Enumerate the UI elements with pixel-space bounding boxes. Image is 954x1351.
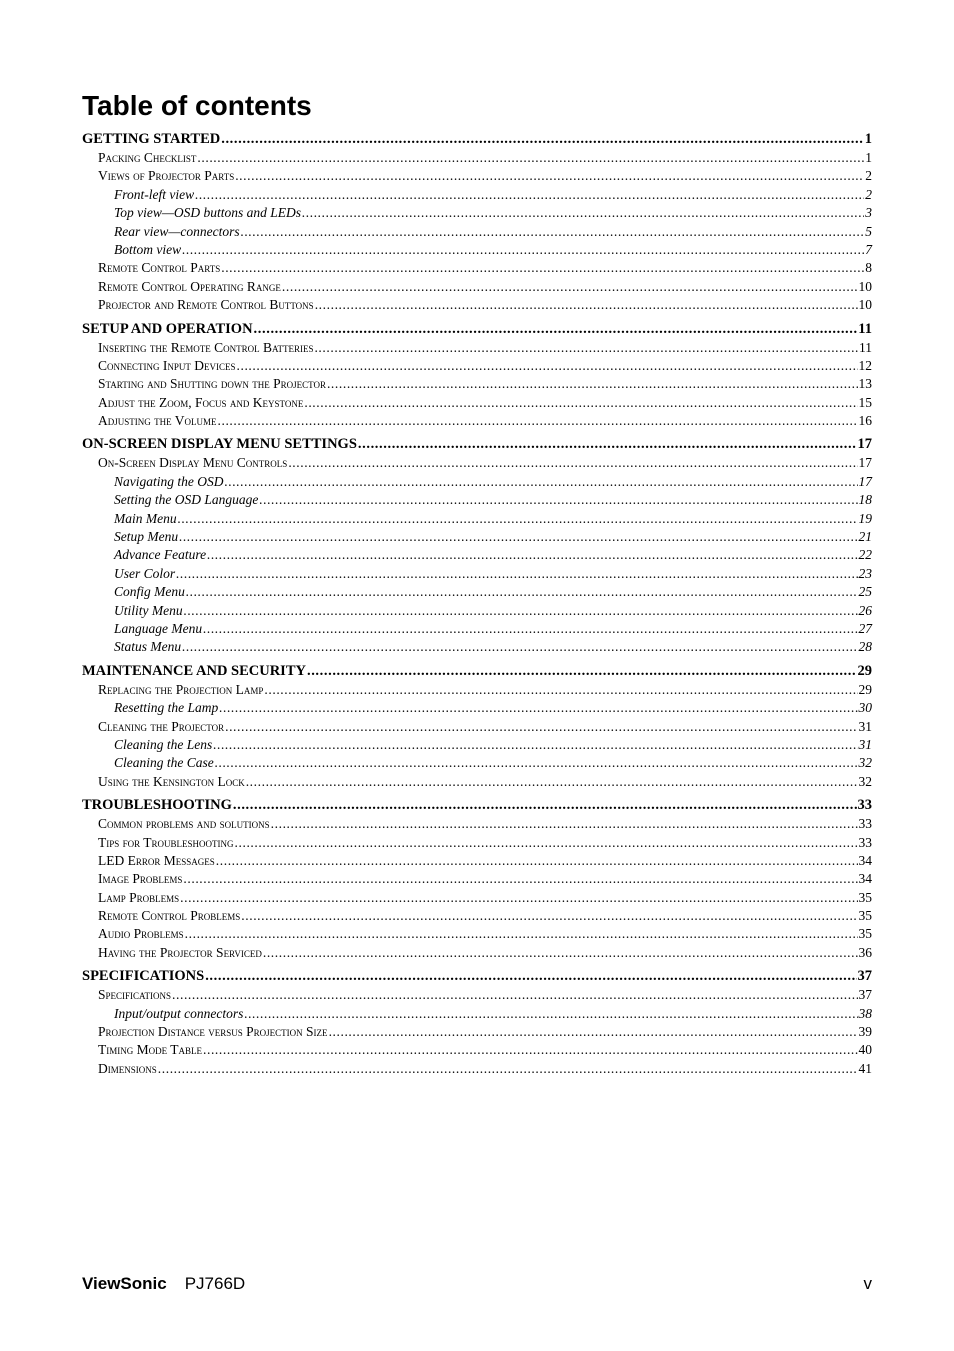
toc-page <box>82 88 872 1078</box>
toc-entry-level-2[interactable] <box>82 718 872 736</box>
toc-entry-label: Input/output connectors <box>114 1005 244 1021</box>
toc-entry-page-number: 11 <box>858 320 872 337</box>
toc-entry-page-number: 37 <box>858 987 872 1003</box>
toc-dot-leader <box>246 773 858 791</box>
toc-dot-leader <box>315 296 858 314</box>
toc-entry-page-number: 11 <box>859 339 872 355</box>
toc-entry-level-1[interactable] <box>82 661 872 681</box>
toc-entry-label: TROUBLESHOOTING <box>82 797 232 814</box>
toc-dot-leader <box>241 223 865 241</box>
toc-entry-level-3[interactable] <box>82 699 872 717</box>
toc-entry-label: Status Menu <box>114 639 182 655</box>
toc-entry-label: Adjusting the Volume <box>98 413 217 429</box>
toc-entry-page-number: 34 <box>858 852 872 868</box>
toc-entry-level-2[interactable] <box>82 394 872 412</box>
toc-dot-leader <box>213 736 857 754</box>
toc-entry-label: Setup Menu <box>114 529 179 545</box>
toc-entry-page-number: 32 <box>858 755 872 771</box>
toc-entry-label: Adjust the Zoom, Focus and Keystone <box>98 394 304 410</box>
toc-entry-level-3[interactable] <box>82 528 872 546</box>
toc-entry-page-number: 7 <box>865 241 872 257</box>
toc-entry-label: Having the Projector Serviced <box>98 944 262 960</box>
toc-entry-label: Projection Distance versus Projection Size <box>98 1024 328 1040</box>
toc-dot-leader <box>178 510 858 528</box>
toc-dot-leader <box>195 186 864 204</box>
toc-entry-level-2[interactable] <box>82 375 872 393</box>
toc-entry-level-1[interactable] <box>82 129 872 149</box>
toc-entry-page-number: 39 <box>858 1024 872 1040</box>
toc-entry-label: Front-left view <box>114 186 195 202</box>
footer-page-number: v <box>863 1274 872 1293</box>
toc-dot-leader <box>264 681 857 699</box>
toc-dot-leader <box>205 966 856 986</box>
toc-entry-page-number: 5 <box>865 223 872 239</box>
toc-entry-label: Image Problems <box>98 871 183 887</box>
toc-dot-leader <box>172 986 857 1004</box>
toc-entry-label: Specifications <box>98 987 172 1003</box>
toc-entry-label: Bottom view <box>114 241 182 257</box>
toc-entry-label: Common problems and solutions <box>98 816 270 832</box>
toc-entry-level-3[interactable] <box>82 565 872 583</box>
toc-entry-label: MAINTENANCE AND SECURITY <box>82 662 306 679</box>
toc-entry-page-number: 30 <box>858 700 872 716</box>
toc-entry-level-3[interactable] <box>82 510 872 528</box>
toc-entry-label: Starting and Shutting down the Projector <box>98 376 326 392</box>
toc-entry-page-number: 1 <box>865 150 872 165</box>
toc-entry-page-number: 31 <box>858 736 872 752</box>
toc-entry-level-3[interactable] <box>82 638 872 656</box>
toc-entry-page-number: 32 <box>858 773 872 789</box>
toc-entry-label: Navigating the OSD <box>114 473 224 489</box>
toc-entry-level-2[interactable] <box>82 1023 872 1041</box>
toc-dot-leader <box>221 259 864 277</box>
page-footer <box>82 1273 872 1295</box>
toc-dot-leader <box>263 944 858 962</box>
toc-entry-level-3[interactable] <box>82 491 872 509</box>
toc-dot-leader <box>197 149 864 167</box>
toc-entry-label: Projector and Remote Control Buttons <box>98 297 314 313</box>
toc-entry-level-2[interactable] <box>82 907 872 925</box>
footer-model: PJ766D <box>184 1274 246 1293</box>
toc-entry-label: Remote Control Operating Range <box>98 278 281 294</box>
toc-entry-label: Inserting the Remote Control Batteries <box>98 339 314 355</box>
toc-entry-label: Top view—OSD buttons and LEDs <box>114 205 302 221</box>
toc-dot-leader <box>216 852 858 870</box>
toc-entry-level-2[interactable] <box>82 357 872 375</box>
toc-entry-page-number: 33 <box>858 816 872 832</box>
toc-entry-label: Cleaning the Projector <box>98 718 225 734</box>
footer-brand: ViewSonic <box>82 1274 167 1293</box>
toc-dot-leader <box>203 620 857 638</box>
toc-entry-level-2[interactable] <box>82 259 872 277</box>
toc-entry-level-3[interactable] <box>82 186 872 204</box>
toc-entry-page-number: 2 <box>865 186 872 202</box>
toc-entry-page-number: 17 <box>857 436 872 453</box>
toc-dot-leader <box>241 907 857 925</box>
toc-entry-page-number: 35 <box>858 889 872 905</box>
toc-entry-level-2[interactable] <box>82 815 872 833</box>
toc-entry-page-number: 2 <box>865 168 872 184</box>
toc-dot-leader <box>304 394 857 412</box>
toc-entry-page-number: 36 <box>858 944 872 960</box>
toc-dot-leader <box>235 834 858 852</box>
toc-entry-label: Lamp Problems <box>98 889 180 905</box>
toc-dot-leader <box>302 204 864 222</box>
toc-entry-level-1[interactable] <box>82 319 872 339</box>
toc-entry-label: Advance Feature <box>114 547 207 563</box>
toc-entry-label: Config Menu <box>114 584 185 600</box>
toc-dot-leader <box>327 375 858 393</box>
toc-entry-label: Cleaning the Lens <box>114 736 213 752</box>
toc-entry-level-3[interactable] <box>82 583 872 601</box>
toc-entry-page-number: 12 <box>858 357 872 373</box>
toc-entry-level-1[interactable] <box>82 434 872 454</box>
toc-entry-page-number: 33 <box>857 797 872 814</box>
toc-entry-level-2[interactable] <box>82 852 872 870</box>
toc-entry-page-number: 28 <box>858 639 872 655</box>
toc-dot-leader <box>158 1060 858 1078</box>
toc-entry-level-2[interactable] <box>82 1060 872 1078</box>
toc-entry-label: Timing Mode Table <box>98 1042 202 1058</box>
toc-entry-page-number: 16 <box>858 413 872 429</box>
toc-entry-level-2[interactable] <box>82 454 872 472</box>
toc-entry-label: Tips for Troubleshooting <box>98 834 234 850</box>
toc-dot-leader <box>225 473 858 491</box>
toc-entry-page-number: 19 <box>858 510 872 526</box>
toc-entry-level-2[interactable] <box>82 339 872 357</box>
toc-entry-page-number: 21 <box>858 529 872 545</box>
toc-entry-level-3[interactable] <box>82 736 872 754</box>
toc-entry-level-3[interactable] <box>82 241 872 259</box>
toc-entry-page-number: 35 <box>858 908 872 924</box>
toc-dot-leader <box>218 412 858 430</box>
toc-entry-level-2[interactable] <box>82 167 872 185</box>
toc-dot-leader <box>314 339 858 357</box>
toc-dot-leader <box>215 754 858 772</box>
toc-entry-page-number: 35 <box>858 926 872 942</box>
toc-entry-level-3[interactable] <box>82 602 872 620</box>
toc-list <box>82 129 872 1078</box>
toc-dot-leader <box>203 1041 858 1059</box>
toc-entry-label: Utility Menu <box>114 602 183 618</box>
toc-entry-level-2[interactable] <box>82 296 872 314</box>
toc-dot-leader <box>329 1023 858 1041</box>
toc-entry-label: Replacing the Projection Lamp <box>98 681 264 697</box>
toc-entry-page-number: 29 <box>857 662 872 679</box>
toc-dot-leader <box>176 565 857 583</box>
toc-entry-level-3[interactable] <box>82 620 872 638</box>
toc-entry-page-number: 18 <box>858 492 872 508</box>
toc-dot-leader <box>179 528 857 546</box>
toc-dot-leader <box>282 278 858 296</box>
toc-dot-leader <box>219 699 857 717</box>
toc-entry-label: Views of Projector Parts <box>98 168 235 184</box>
toc-entry-level-2[interactable] <box>82 1041 872 1059</box>
toc-entry-level-2[interactable] <box>82 149 872 167</box>
toc-dot-leader <box>182 638 857 656</box>
toc-entry-level-2[interactable] <box>82 944 872 962</box>
toc-entry-page-number: 1 <box>864 131 872 147</box>
toc-entry-page-number: 23 <box>858 565 872 581</box>
toc-entry-page-number: 38 <box>858 1005 872 1021</box>
toc-entry-page-number: 41 <box>858 1060 872 1076</box>
toc-entry-page-number: 17 <box>858 473 872 489</box>
toc-entry-page-number: 10 <box>858 278 872 294</box>
toc-entry-level-2[interactable] <box>82 773 872 791</box>
toc-entry-level-2[interactable] <box>82 412 872 430</box>
toc-entry-label: Remote Control Parts <box>98 260 221 276</box>
toc-entry-page-number: 8 <box>865 260 872 276</box>
toc-entry-page-number: 13 <box>858 376 872 392</box>
toc-entry-page-number: 22 <box>858 547 872 563</box>
toc-dot-leader <box>185 925 858 943</box>
toc-dot-leader <box>259 491 857 509</box>
toc-dot-leader <box>237 357 858 375</box>
toc-entry-label: Rear view—connectors <box>114 223 240 239</box>
toc-entry-label: Packing Checklist <box>98 150 197 165</box>
toc-entry-level-3[interactable] <box>82 473 872 491</box>
toc-entry-level-2[interactable] <box>82 889 872 907</box>
toc-entry-level-2[interactable] <box>82 870 872 888</box>
toc-entry-page-number: 31 <box>858 718 872 734</box>
toc-entry-label: ON-SCREEN DISPLAY MENU SETTINGS <box>82 436 357 453</box>
toc-entry-page-number: 27 <box>858 620 872 636</box>
toc-dot-leader <box>184 602 858 620</box>
toc-entry-level-2[interactable] <box>82 986 872 1004</box>
toc-dot-leader <box>288 454 857 472</box>
toc-entry-page-number: 40 <box>858 1042 872 1058</box>
toc-entry-page-number: 3 <box>865 205 872 221</box>
toc-dot-leader <box>180 889 857 907</box>
toc-entry-level-2[interactable] <box>82 278 872 296</box>
toc-entry-page-number: 25 <box>858 584 872 600</box>
toc-entry-level-3[interactable] <box>82 204 872 222</box>
toc-entry-page-number: 37 <box>857 968 872 985</box>
toc-entry-label: SPECIFICATIONS <box>82 968 205 985</box>
toc-entry-label: On-Screen Display Menu Controls <box>98 455 288 471</box>
toc-entry-page-number: 34 <box>858 871 872 887</box>
page-title: Table of contents <box>82 90 312 121</box>
toc-dot-leader <box>254 319 858 339</box>
toc-entry-label: Connecting Input Devices <box>98 357 236 373</box>
toc-entry-label: SETUP AND OPERATION <box>82 320 253 337</box>
toc-entry-page-number: 10 <box>858 297 872 313</box>
toc-entry-label: Resetting the Lamp <box>114 700 219 716</box>
toc-dot-leader <box>235 167 864 185</box>
toc-entry-level-3[interactable] <box>82 754 872 772</box>
toc-dot-leader <box>186 583 858 601</box>
toc-entry-level-2[interactable] <box>82 681 872 699</box>
toc-entry-level-1[interactable] <box>82 795 872 815</box>
toc-entry-page-number: 29 <box>858 681 872 697</box>
toc-entry-level-3[interactable] <box>82 1005 872 1023</box>
toc-entry-label: Remote Control Problems <box>98 908 241 924</box>
toc-dot-leader <box>225 718 857 736</box>
toc-dot-leader <box>183 870 857 888</box>
toc-dot-leader <box>207 546 857 564</box>
toc-entry-label: Language Menu <box>114 620 203 636</box>
toc-entry-label: GETTING STARTED <box>82 131 221 147</box>
toc-entry-level-1[interactable] <box>82 966 872 986</box>
toc-entry-page-number: 33 <box>858 834 872 850</box>
toc-dot-leader <box>221 129 864 149</box>
toc-entry-level-2[interactable] <box>82 834 872 852</box>
toc-entry-page-number: 17 <box>858 455 872 471</box>
toc-dot-leader <box>358 434 857 454</box>
toc-dot-leader <box>182 241 864 259</box>
toc-entry-label: Dimensions <box>98 1060 157 1076</box>
toc-entry-label: Using the Kensington Lock <box>98 773 245 789</box>
toc-entry-level-3[interactable] <box>82 546 872 564</box>
toc-entry-level-3[interactable] <box>82 223 872 241</box>
toc-dot-leader <box>271 815 858 833</box>
toc-entry-page-number: 26 <box>858 602 872 618</box>
toc-dot-leader <box>307 661 857 681</box>
toc-entry-label: Cleaning the Case <box>114 755 214 771</box>
toc-entry-label: Setting the OSD Language <box>114 492 259 508</box>
toc-entry-page-number: 15 <box>858 394 872 410</box>
toc-entry-level-2[interactable] <box>82 925 872 943</box>
toc-dot-leader <box>233 795 857 815</box>
toc-entry-label: Audio Problems <box>98 926 184 942</box>
toc-entry-label: User Color <box>114 565 176 581</box>
toc-dot-leader <box>244 1005 857 1023</box>
toc-entry-label: LED Error Messages <box>98 852 215 868</box>
toc-entry-label: Main Menu <box>114 510 177 526</box>
